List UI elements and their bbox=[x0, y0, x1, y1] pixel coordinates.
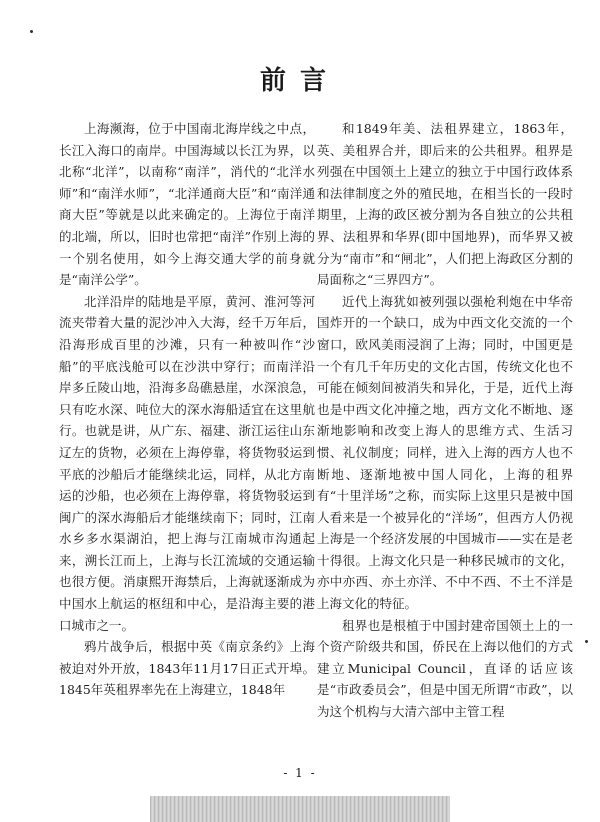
left-text-column bbox=[59, 118, 315, 701]
paragraph: 租界也是根植于中国封建帝国领土上的一个资产阶级共和国，侨民在上海以他们的方式建立Municipal Council，直译的话应该是“市政委员会”，但是中国无所谓“市政”，以为这个机构与大清六部中主管工程 bbox=[317, 617, 573, 720]
paragraph: 近代上海犹如被列强以强枪利炮在中华帝国炸开的一个缺口，成为中西文化交流的一个窗口，欧风美雨浸润了上海；同时，中国更是一个有几千年历史的文化古国，传统文化也不可能在倾刻间被消失和异化，于是，近代上海也是中西文化冲撞之地，西方文化不断地、逐渐地影响和改变上海人的思维方式、生活习惯、礼仪制度；同样，进入上海的西方人也不断地、逐渐地被中国人同化，上海的租界有“十里洋场”之称，而实际上这里只是被中国人看来是一个被异化的“洋场”，但西方人仍视上海是一个经济发展的中国城市——实在是老十得很。上海文化只是一种移民城市的文化，亦中亦西、亦土亦洋、不中不西、不土不洋是上海文化的特征。 bbox=[317, 293, 573, 612]
scan-speck bbox=[585, 640, 588, 643]
paragraph: 鸦片战争后，根据中英《南京条约》上海被迫对外开放，1843年11月17日正式开埠。1845年英租界率先在上海建立，1848年 bbox=[59, 639, 315, 698]
paragraph: 和1849年美、法租界建立，1863年，英、美租界合并，即后来的公共租界。租界是列强在中国领土上建立的独立于中国行政体系和法律制度之外的殖民地，在相当长的一段时期里，上海的政区被分割为各自独立的公共租界、法租界和华界(即中国地界)，而华界又被分为“南市”和“闸北”，人们把上海政区分割的局面称之“三界四方”。 bbox=[317, 121, 573, 288]
scan-speck bbox=[30, 30, 33, 33]
paragraph: 上海濒海，位于中国南北海岸线之中点，长江入海口的南岸。中国海域以长江为界，以北称“北洋”，以南称“南洋”，消代的“北洋水师”和“南洋水师”，“北洋通商大臣”和“南洋通商大臣”等就是以此来确定的。上海位于南洋的北端，所以，旧时也常把“南洋”作别上海的一个别名使用，如今上海交通大学的前身就是“南洋公学”。 bbox=[59, 121, 315, 288]
scan-noise-strip bbox=[150, 796, 450, 822]
page-number: - 1 - bbox=[283, 766, 317, 780]
page-title: 前言 bbox=[259, 66, 340, 96]
right-text-column bbox=[317, 118, 573, 723]
paragraph: 北洋沿岸的陆地是平原，黄河、淮河等河流夹带着大量的泥沙冲入大海，经千万年后，沿海形成百里的沙滩，只有一种被叫作“沙船”的平底浅舱可以在沙洪中穿行；而南洋沿岸多丘陵山地，沿海多岛礁悬崖，水深浪急，只有吃水深、吨位大的深水海船适宜在这里航行。也就是讲，从广东、福建、浙江运往山东辽左的货物，必须在上海停靠，将货物驳运到平底的沙船后才能继续北运，同样，从北方南运的沙船，也必须在上海停靠，将货物驳运到闽广的深水海船后才能继续南下；同时，江南水乡多水渠湖泊，把上海与江南城市沟通起来，溯长江而上，上海与长江流域的交通运输也很方便。消康熙开海禁后，上海就逐渐成为中国水上航运的枢纽和中心，是沿海主要的港口城市之一。 bbox=[59, 293, 315, 633]
